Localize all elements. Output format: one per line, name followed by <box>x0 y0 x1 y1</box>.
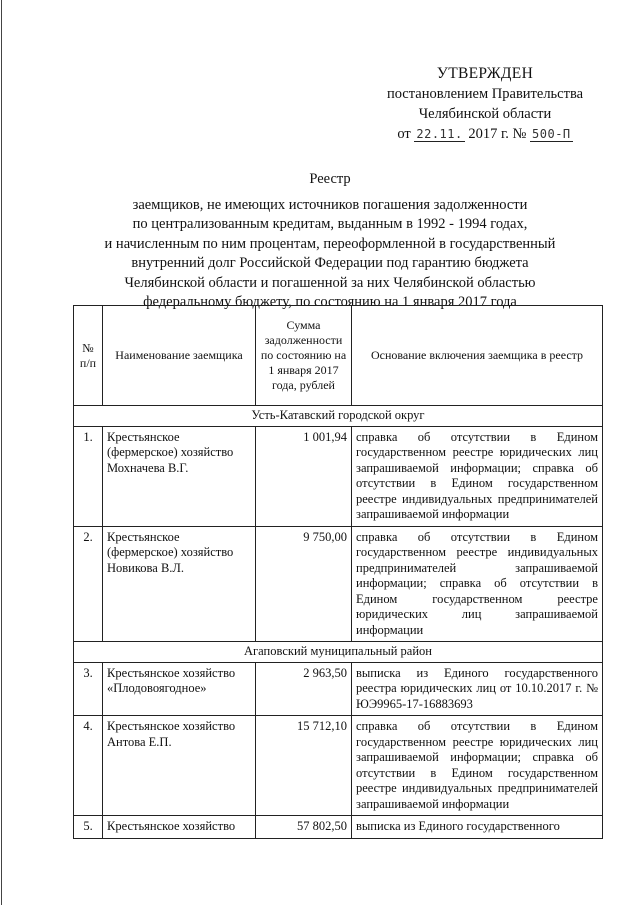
handwritten-number: 500-П <box>532 127 571 141</box>
table-row <box>74 662 603 716</box>
approval-date-line <box>370 124 600 144</box>
table-row <box>74 526 603 642</box>
row-num: 4. <box>74 716 103 816</box>
row-name: Крестьянское хозяйство «Плодовоягодное» <box>103 662 256 716</box>
subtitle-line: федеральному бюджету, по состоянию на 1 января 2017 года <box>143 294 517 310</box>
row-num: 5. <box>74 816 103 839</box>
subtitle-line: заемщиков, не имеющих источников погашения задолженности <box>132 196 528 213</box>
approval-stamp <box>370 64 600 144</box>
row-basis: справка об отсутствии в Едином государственном реестре юридических лиц запрашиваемой информации; справка об отсутствии в Едином государственном реестре индивидуальных предпринимателей запрашиваемой информации <box>352 716 603 816</box>
row-basis: справка об отсутствии в Едином государственном реестре индивидуальных предпринимателей запрашиваемой информации; справка об отсутствии в Едином государственном реестре юридических лиц запрашиваемой информации <box>352 526 603 642</box>
subtitle-line: по централизованным кредитам, выданным в 1992 - 1994 годах, <box>132 216 528 232</box>
row-basis: выписка из Единого государственного <box>352 816 603 839</box>
register-heading <box>60 170 600 313</box>
section-row <box>74 406 603 427</box>
table-row <box>74 426 603 526</box>
approval-line-1: постановлением Правительства <box>386 86 584 102</box>
subtitle-line: и начисленным по ним процентам, переоформленной в государственный <box>104 235 556 252</box>
section-title: Агаповский муниципальный район <box>74 642 603 663</box>
approval-title: УТВЕРЖДЕН <box>436 65 534 82</box>
row-basis: справка об отсутствии в Едином государственном реестре юридических лиц запрашиваемой информации; справка об отсутствии в Едином государственном реестре индивидуальных предпринимателей запрашиваемой информации <box>352 426 603 526</box>
approval-line-2: Челябинской области <box>418 106 552 122</box>
row-sum: 1 001,94 <box>256 426 352 526</box>
row-name: Крестьянское хозяйство Антова Е.П. <box>103 716 256 816</box>
section-title: Усть-Катавский городской округ <box>74 406 603 427</box>
subtitle-line: Челябинской области и погашенной за них Челябинской областью <box>124 274 536 291</box>
page-edge <box>1 0 2 905</box>
row-name: Крестьянское (фермерское) хозяйство Новикова В.Л. <box>103 526 256 642</box>
row-sum: 2 963,50 <box>256 662 352 716</box>
row-sum: 15 712,10 <box>256 716 352 816</box>
row-sum: 57 802,50 <box>256 816 352 839</box>
header-sum: Сумма задолженности по состоянию на 1 января 2017 года, рублей <box>256 306 352 406</box>
row-name: Крестьянское хозяйство <box>103 816 256 839</box>
subtitle-line: внутренний долг Российской Федерации под гарантию бюджета <box>131 255 529 271</box>
table-row <box>74 716 603 816</box>
header-basis: Основание включения заемщика в реестр <box>352 306 603 406</box>
register-table <box>73 305 603 839</box>
row-num: 3. <box>74 662 103 716</box>
year-text: 2017 г. № <box>468 126 527 142</box>
register-title: Реестр <box>309 171 351 187</box>
row-sum: 9 750,00 <box>256 526 352 642</box>
handwritten-date: 22.11. <box>416 127 463 141</box>
date-prefix: от <box>397 126 411 142</box>
header-num: № п/п <box>74 306 103 406</box>
header-name: Наименование заемщика <box>103 306 256 406</box>
row-basis: выписка из Единого государственного реестра юридических лиц от 10.10.2017 г. № ЮЭ9965-17-16883693 <box>352 662 603 716</box>
table-row <box>74 816 603 839</box>
section-row <box>74 642 603 663</box>
row-num: 1. <box>74 426 103 526</box>
table-header-row <box>74 306 603 406</box>
row-num: 2. <box>74 526 103 642</box>
row-name: Крестьянское (фермерское) хозяйство Мохначева В.Г. <box>103 426 256 526</box>
